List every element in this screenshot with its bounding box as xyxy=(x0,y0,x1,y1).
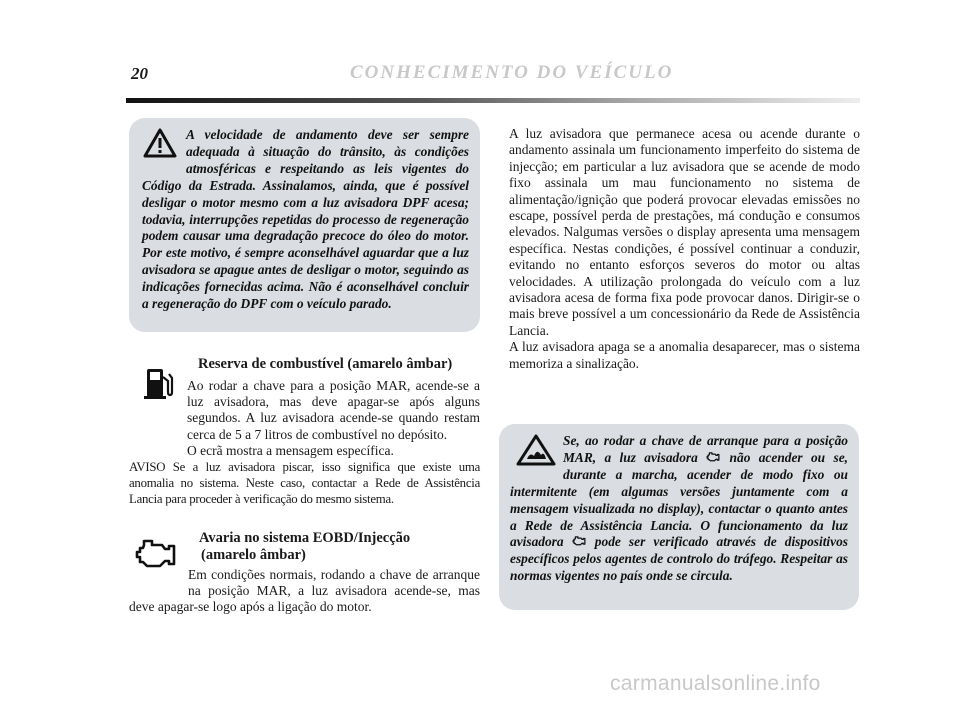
fuel-reserve-text: Ao rodar a chave para a posição MAR, acende-se a luz avisadora, mas deve apagar-se após alguns segundos. A luz avisadora acende-se quando restam cerca de 5 a 7 litros de combustível no depósito. O ecrã mostra a mensagem específica. AVISO Se a luz avisadora piscar, isso significa que existe uma anomalia no sistema. Neste caso, contactar a Rede de Assistência Lancia para proceder à verificação do mesmo sistema. xyxy=(129,378,480,507)
page-number: 20 xyxy=(131,64,148,83)
engine-icon xyxy=(572,535,587,547)
injection-memory-paragraph: A luz avisadora apaga se a anomalia desaparecer, mas o sistema memoriza a sinalização. xyxy=(509,339,860,371)
section-header-title: CONHECIMENTO DO VEÍCULO xyxy=(350,62,674,83)
warning-text-eobd: Se, ao rodar a chave de arranque para a posição MAR, a luz avisadora não acender ou se, durante a marcha, acender de modo fixo ou intermitente (em algumas versões juntamente com a mensagem visualizada no display), contactar o quanto antes a Rede de Assistência Lancia. O funcionamento da luz avisadora pode ser verificado através de dispositivos específicos pelos agentes de controlo do tráfego. Respeitar as normas vigentes no país onde se circula. xyxy=(510,433,848,584)
warning-box-eobd xyxy=(499,424,859,610)
warning-text-dpf: A velocidade de andamento deve ser sempre adequada à situação do trânsito, às condições atmosféricas e respeitando as leis vigentes do Código da Estrada. Assinalamos, ainda, que é possível desligar o motor mesmo com a luz avisadora DPF acesa; todavia, interrupções repetidas do processo de regeneração podem causar uma degradação precoce do óleo do motor. Por este motivo, é sempre aconselhável aguardar que a luz avisadora se apague antes de desligar o motor, seguindo as indicações fornecidas acima. Não é aconselhável concluir a regeneração do DPF com o veículo parado. xyxy=(142,127,469,312)
right-column-text xyxy=(509,126,860,372)
header-rule xyxy=(126,98,860,103)
watermark: carmanualsonline.info xyxy=(610,672,821,695)
eobd-text: Em condições normais, rodando a chave de arranque na posição MAR, a luz avisadora acende-se, mas deve apagar-se logo após a ligação do motor. xyxy=(129,567,480,615)
fuel-reserve-title: Reserva de combustível (amarelo âmbar) xyxy=(198,356,453,372)
warning-box-dpf xyxy=(129,118,480,332)
eobd-title: Avaria no sistema EOBD/Injecção (amarelo âmbar) xyxy=(199,530,411,563)
injection-fault-paragraph: A luz avisadora que permanece acesa ou acende durante o andamento assinala um funcionamento imperfeito do sistema de injecção; em particular a luz avisadora que se acende de modo fixo assinala um mau funcionamento no sistema de alimentação/ignição que poderá provocar elevadas emissões no escape, possível perda de prestações, má condução e consumos elevados. Nalgumas versões o display apresenta uma mensagem específica. Nestas condições, é possível continuar a conduzir, evitando no entanto esforços severos do motor ou altas velocidades. A utilização prolongada do veículo com a luz avisadora acesa de forma fixa pode provocar danos. Dirigir-se o mais breve possível a um concessionário da Rede de Assistência Lancia. xyxy=(509,126,860,338)
engine-icon xyxy=(706,451,721,463)
